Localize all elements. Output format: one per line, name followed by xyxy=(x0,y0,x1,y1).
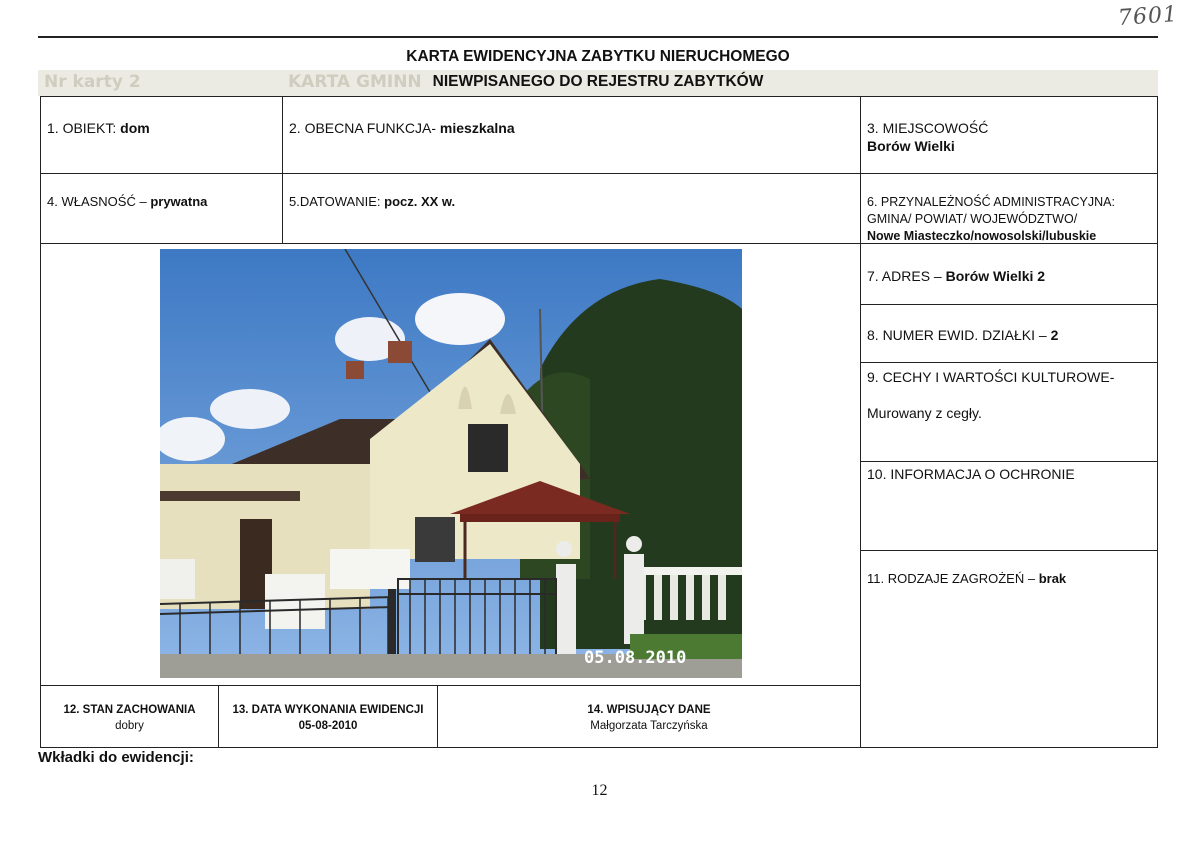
top-rule xyxy=(38,36,1158,38)
card-title-line2: NIEWPISANEGO DO REJESTRU ZABYTKÓW xyxy=(432,73,764,90)
field-label: 4. WŁASNOŚĆ – xyxy=(47,194,147,209)
field-numer-dzialki xyxy=(860,304,1158,363)
field-value: Borów Wielki xyxy=(867,138,955,154)
field-value: Borów Wielki 2 xyxy=(945,268,1046,284)
field-label: 12. STAN ZACHOWANIA xyxy=(63,704,196,716)
field-miejscowosc xyxy=(860,96,1158,174)
field-value: pocz. XX w. xyxy=(384,194,456,209)
field-wlasnosc xyxy=(40,173,283,244)
field-value: prywatna xyxy=(150,194,208,209)
field-label: 13. DATA WYKONANIA EWIDENCJI xyxy=(232,704,424,716)
page-number: 12 xyxy=(591,782,608,799)
field-label-2: GMINA/ POWIAT/ WOJEWÓDZTWO/ xyxy=(867,212,1078,226)
field-label: 8. NUMER EWID. DZIAŁKI – xyxy=(867,327,1047,343)
photo-date-stamp: 05.08.2010 xyxy=(584,648,687,668)
field-value: mieszkalna xyxy=(439,120,515,136)
field-label: 10. INFORMACJA O OCHRONIE xyxy=(867,466,1075,482)
house-photo xyxy=(160,249,742,678)
field-value: 05-08-2010 xyxy=(298,720,358,732)
field-label: 9. CECHY I WARTOŚCI KULTUROWE- xyxy=(867,369,1115,385)
field-value: 2 xyxy=(1050,327,1059,343)
field-zagrozenia xyxy=(860,550,1158,748)
field-data-ewidencji xyxy=(218,685,438,748)
field-adres xyxy=(860,243,1158,305)
field-label: 6. PRZYNALEŻNOŚĆ ADMINISTRACYJNA: xyxy=(867,195,1115,209)
field-label: 7. ADRES – xyxy=(867,268,942,284)
field-obecna-funkcja xyxy=(282,96,861,174)
field-ochrona xyxy=(860,461,1158,551)
field-value: dobry xyxy=(115,720,144,732)
field-value: dom xyxy=(120,120,150,136)
wkladki-heading: Wkładki do ewidencji: xyxy=(38,749,194,766)
field-value: Nowe Miasteczko/nowosolski/lubuskie xyxy=(867,229,1097,243)
field-label: 14. WPISUJĄCY DANE xyxy=(587,704,711,716)
field-label: 3. MIEJSCOWOŚĆ xyxy=(867,120,989,136)
ghost-text-right: KARTA GMINN xyxy=(288,72,422,92)
field-obiekt xyxy=(40,96,283,174)
field-cechy xyxy=(860,362,1158,462)
field-wpisujacy xyxy=(437,685,861,748)
field-stan-zachowania xyxy=(40,685,219,748)
ghost-text-left: Nr karty 2 xyxy=(44,72,141,92)
field-value: brak xyxy=(1038,571,1067,586)
card-title-line1: KARTA EWIDENCYJNA ZABYTKU NIERUCHOMEGO xyxy=(406,48,790,65)
field-label: 11. RODZAJE ZAGROŻEŃ – xyxy=(867,571,1036,586)
field-label: 2. OBECNA FUNKCJA- xyxy=(289,120,437,136)
field-label: 1. OBIEKT: xyxy=(47,120,117,136)
field-przynaleznosc xyxy=(860,173,1158,244)
field-label: 5.DATOWANIE: xyxy=(289,194,381,209)
handwritten-number: 7601 xyxy=(1117,1,1179,32)
field-value: Murowany z cegły. xyxy=(867,405,982,421)
field-value: Małgorzata Tarczyńska xyxy=(590,720,708,732)
field-datowanie xyxy=(282,173,861,244)
